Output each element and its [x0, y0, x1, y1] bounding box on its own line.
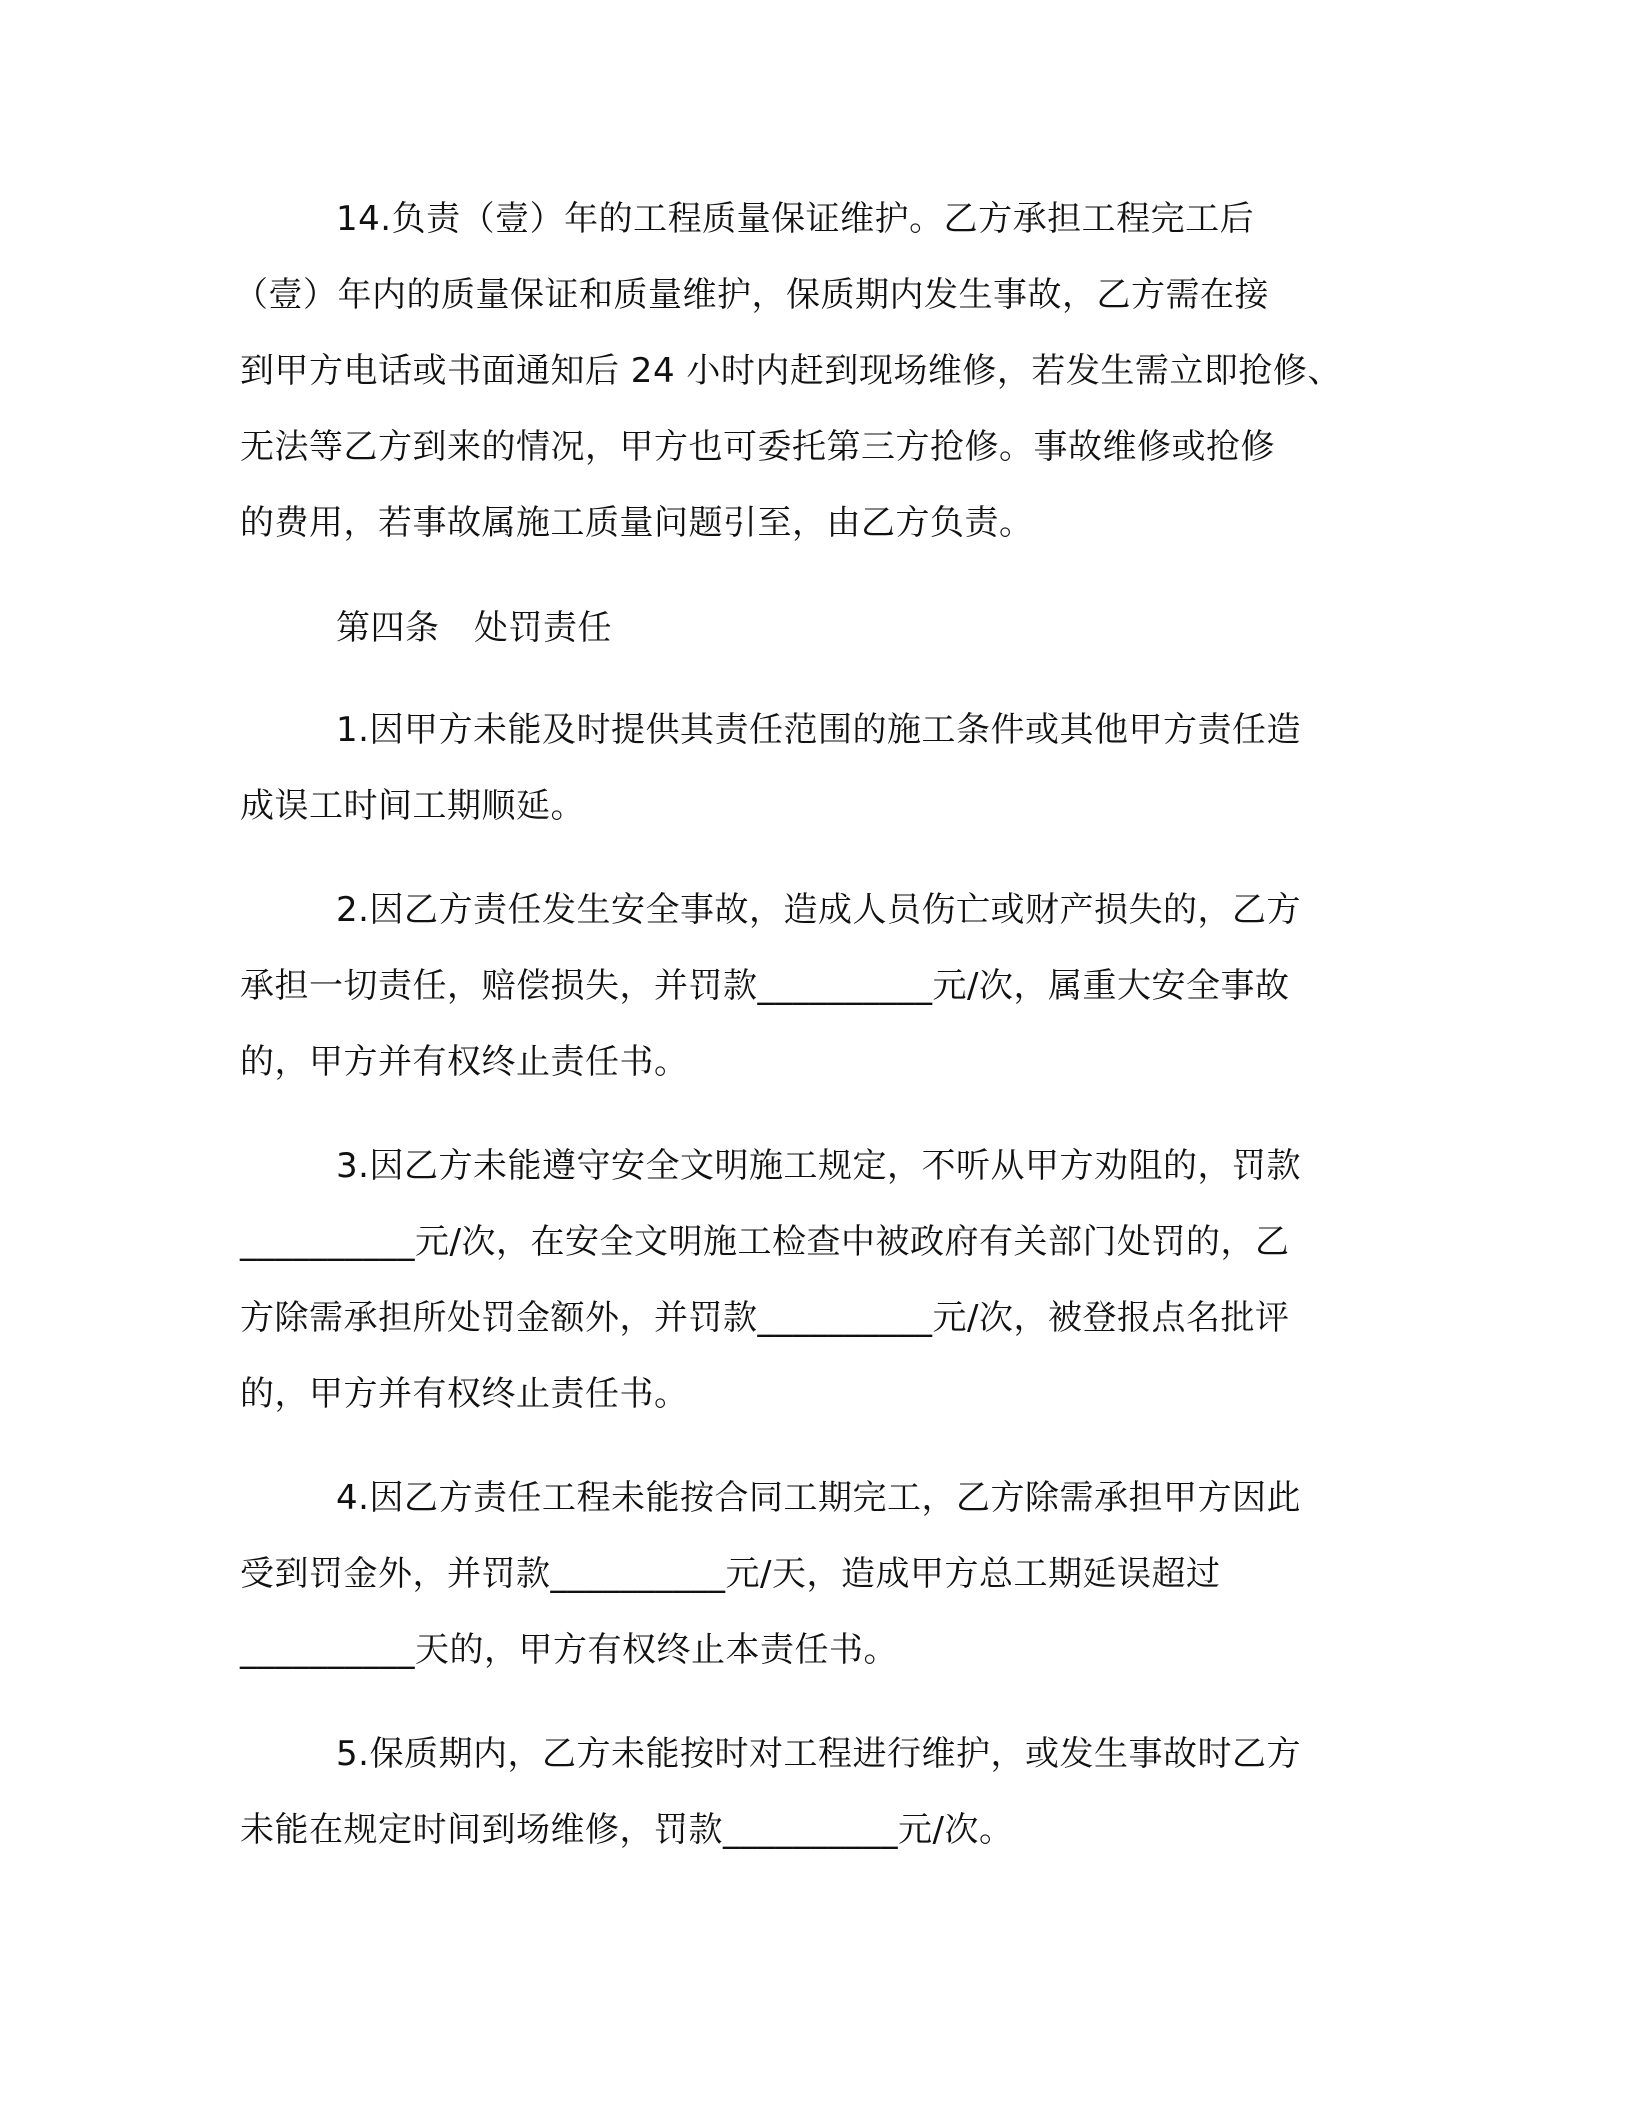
paragraph-line: 承担一切责任，赔偿损失，并罚款__________元/次，属重大安全事故 [240, 966, 1290, 1006]
paragraph-line: （壹）年内的质量保证和质量维护，保质期内发生事故，乙方需在接 [234, 275, 1269, 315]
paragraph-line: 14.负责（壹）年的工程质量保证维护。乙方承担工程完工后 [336, 199, 1255, 239]
paragraph-line: __________天的，甲方有权终止本责任书。 [240, 1630, 898, 1670]
section-heading: 第四条 处罚责任 [336, 608, 612, 648]
paragraph-line: 2.因乙方责任发生安全事故，造成人员伤亡或财产损失的，乙方 [336, 890, 1301, 930]
paragraph-line: 成误工时间工期顺延。 [240, 786, 585, 826]
paragraph-line: 3.因乙方未能遵守安全文明施工规定，不听从甲方劝阻的，罚款 [336, 1146, 1301, 1186]
paragraph-line: 4.因乙方责任工程未能按合同工期完工，乙方除需承担甲方因此 [336, 1478, 1301, 1518]
paragraph-line: 的，甲方并有权终止责任书。 [240, 1042, 689, 1082]
paragraph-line: 的费用，若事故属施工质量问题引至，由乙方负责。 [240, 503, 1034, 543]
paragraph-line: 5.保质期内，乙方未能按时对工程进行维护，或发生事故时乙方 [336, 1734, 1301, 1774]
paragraph-line: 1.因甲方未能及时提供其责任范围的施工条件或其他甲方责任造 [336, 710, 1301, 750]
paragraph-line: 到甲方电话或书面通知后 24 小时内赶到现场维修，若发生需立即抢修、 [240, 351, 1342, 391]
paragraph-line: __________元/次，在安全文明施工检查中被政府有关部门处罚的，乙 [240, 1222, 1290, 1262]
paragraph-line: 受到罚金外，并罚款__________元/天，造成甲方总工期延误超过 [240, 1554, 1221, 1594]
paragraph-line: 方除需承担所处罚金额外，并罚款__________元/次，被登报点名批评 [240, 1298, 1290, 1338]
paragraph-line: 无法等乙方到来的情况，甲方也可委托第三方抢修。事故维修或抢修 [240, 427, 1275, 467]
paragraph-line: 的，甲方并有权终止责任书。 [240, 1374, 689, 1414]
paragraph-line: 未能在规定时间到场维修，罚款__________元/次。 [240, 1810, 1014, 1850]
